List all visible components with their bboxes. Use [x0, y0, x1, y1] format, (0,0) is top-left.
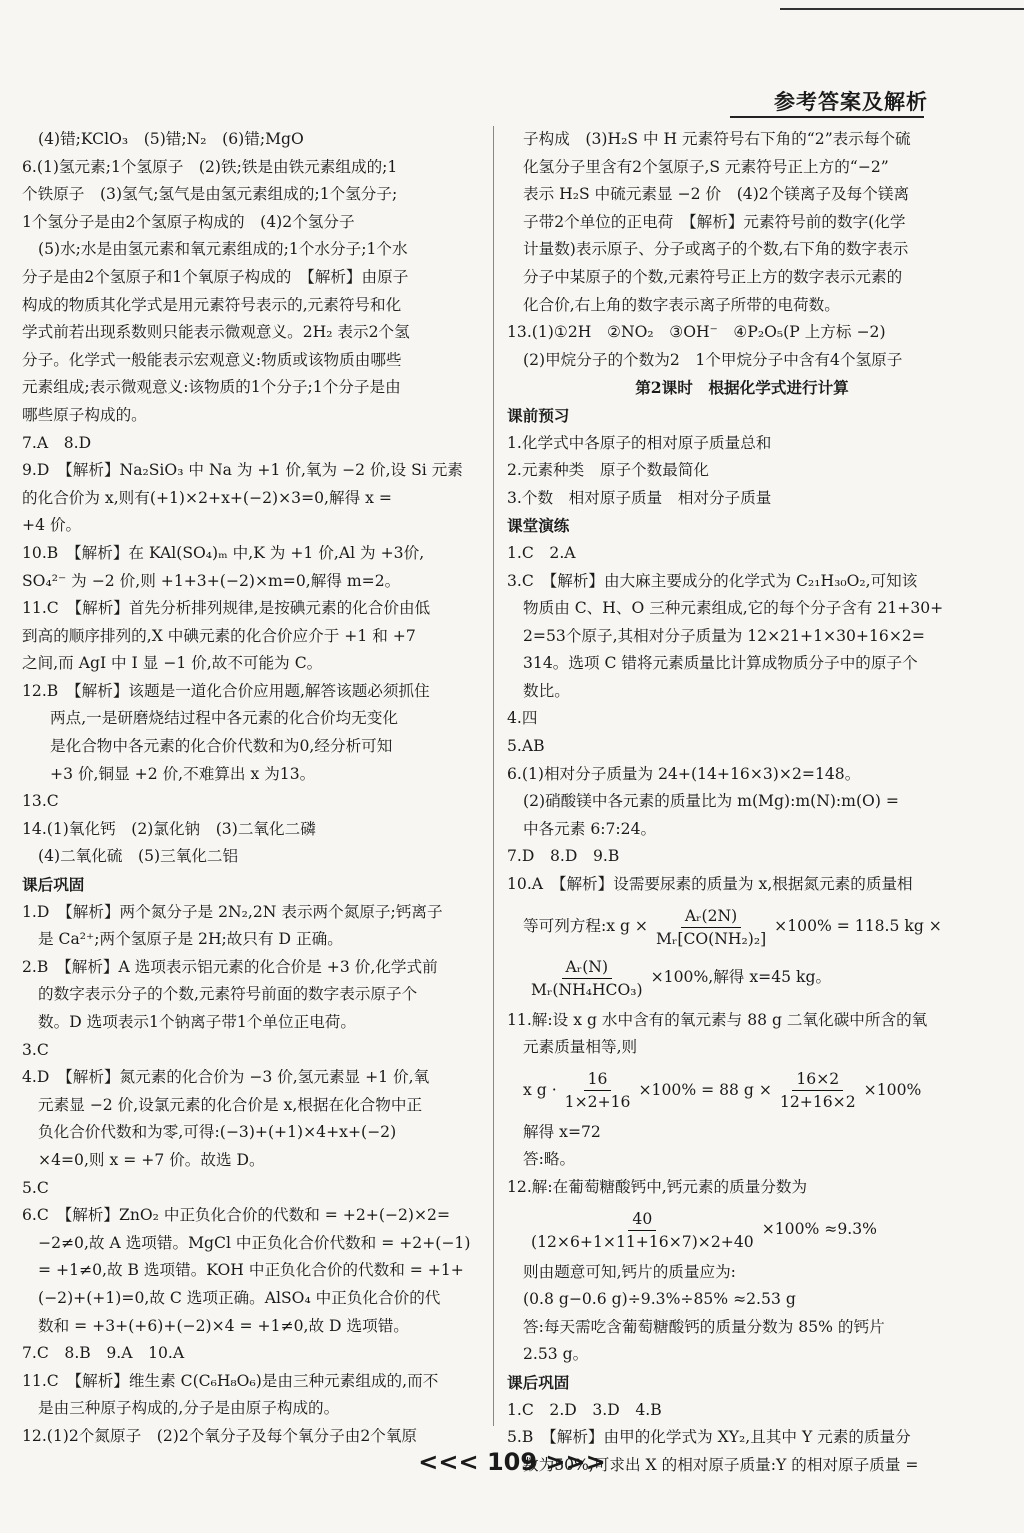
right-text-line: 化合价,右上角的数字表示离子所带的电荷数。 — [523, 295, 840, 314]
section-heading: 课堂演练 — [507, 516, 570, 536]
q10-equation-line2 — [507, 956, 977, 1001]
right-text-line: 1.C 2.A — [507, 543, 576, 562]
left-text-line: 数。D 选项表示1个钠离子带1个单位正电荷。 — [38, 1013, 356, 1031]
q11-frac2-denominator: 12+16×2 — [779, 1092, 856, 1111]
right-text-line: 子构成 (3)H₂S 中 H 元素符号右下角的“2”表示每个硫 — [523, 130, 911, 148]
left-text-line: 负化合价代数和为零,可得:(−3)+(+1)×4+x+(−2) — [38, 1123, 397, 1142]
right-text-line: 1.C 2.D 3.D 4.B — [507, 1400, 662, 1419]
q10-fraction-1 — [652, 905, 770, 950]
left-text-line: 是 Ca²⁺;两个氢原子是 2H;故只有 D 正确。 — [38, 930, 343, 949]
right-text-line: 中各元素 6:7:24。 — [523, 819, 657, 838]
left-text-line: 11.C 【解析】首先分析排列规律,是按碘元素的化合价由低 — [22, 599, 431, 618]
q11-frac1-numerator: 16 — [584, 1068, 612, 1091]
q12-intro: 12.解:在葡萄糖酸钙中,钙元素的质量分数为 — [507, 1178, 808, 1196]
q10-frac1-numerator: Aᵣ(2N) — [681, 905, 741, 928]
q11-frac2-numerator: 16×2 — [792, 1068, 843, 1091]
section-heading: 课后巩固 — [507, 1372, 570, 1392]
right-text-line: 数比。 — [523, 681, 570, 700]
left-text-line: 学式前若出现系数则只能表示微观意义。2H₂ 表示2个氢 — [22, 323, 410, 342]
left-text-line: 9.D 【解析】Na₂SiO₃ 中 Na 为 +1 价,氧为 −2 价,设 Si 元素 — [22, 461, 463, 480]
q10-intro: 10.A 【解析】设需要尿素的质量为 x,根据氮元素的质量相 — [507, 875, 913, 894]
left-text-line: 7.A 8.D — [22, 433, 92, 452]
q12-frac-denominator: (12×6+1×11+16×7)×2+40 — [531, 1232, 754, 1251]
left-text-line: +4 价。 — [22, 516, 82, 535]
left-text-line: = +1≠0,故 B 选项错。KOH 中正负化合价的代数和 = +1+ — [38, 1261, 464, 1280]
q12-eq-result: ×100% ≈9.3% — [761, 1220, 877, 1239]
left-text-line: 元素显 −2 价,设氯元素的化合价是 x,根据在化合物中正 — [38, 1095, 423, 1114]
right-text-line: 计量数)表示原子、分子或离子的个数,右下角的数字表示 — [523, 240, 909, 259]
left-text-line: 12.(1)2个氮原子 (2)2个氧分子及每个氧分子由2个氧原 — [22, 1426, 418, 1445]
right-text-line: 物质由 C、H、O 三种元素组成,它的每个分子含有 21+30+ — [523, 599, 944, 618]
left-text-line: (−2)+(+1)=0,故 C 选项正确。AlSO₄ 中正负化合价的代 — [38, 1288, 441, 1307]
left-text-line: 1.D 【解析】两个氮分子是 2N₂,2N 表示两个氮原子;钙离子 — [22, 902, 443, 921]
left-text-line: 3.C — [22, 1040, 49, 1059]
q12-line-2: 则由题意可知,钙片的质量应为: — [523, 1262, 736, 1281]
q10-eq-mid: ×100% = 118.5 kg × — [774, 917, 942, 936]
left-text-line: 5.C — [22, 1178, 49, 1197]
right-text-line: 3.个数 相对原子质量 相对分子质量 — [507, 488, 772, 507]
q12-line-3: (0.8 g−0.6 g)÷9.3%÷85% ≈2.53 g — [523, 1290, 796, 1309]
left-text-line: 元素组成;表示微观意义:该物质的1个分子;1个分子是由 — [22, 378, 401, 397]
left-text-line: −2≠0,故 A 选项错。MgCl 中正负化合价代数和 = +2+(−1) — [38, 1233, 471, 1252]
right-text-line: (2)甲烷分子的个数为2 1个甲烷分子中含有4个氢原子 — [523, 350, 903, 369]
q12-equation — [507, 1208, 977, 1253]
right-text-line: 3.C 【解析】由大麻主要成分的化学式为 C₂₁H₃₀O₂,可知该 — [507, 571, 918, 590]
right-text-line: 化氢分子里含有2个氢原子,S 元素符号正上方的“−2” — [523, 157, 889, 176]
q11-equation — [507, 1068, 977, 1113]
left-text-line: 之间,而 AgI 中 I 显 −1 价,故不可能为 C。 — [22, 654, 323, 673]
q12-fraction — [527, 1208, 758, 1253]
right-column — [507, 126, 977, 1479]
right-text-line: 分子中某原子的个数,元素符号正上方的数字表示元素的 — [523, 267, 903, 286]
header-top-rule — [780, 0, 1024, 10]
question-12-block — [507, 1174, 977, 1369]
q11-eq-mid: ×100% = 88 g × — [638, 1080, 772, 1099]
column-divider — [493, 126, 494, 1426]
left-text-line: 数和 = +3+(+6)+(−2)×4 = +1≠0,故 D 选项错。 — [38, 1316, 409, 1335]
section-heading: 课前预习 — [507, 405, 570, 425]
left-text-line: 6.C 【解析】ZnO₂ 中正负化合价的代数和 = +2+(−2)×2= — [22, 1206, 451, 1225]
section-heading: 课后巩固 — [22, 875, 85, 895]
left-text-line: 12.B 【解析】该题是一道化合价应用题,解答该题必须抓住 — [22, 681, 430, 700]
q11-eq-suffix: ×100% — [863, 1080, 922, 1099]
right-text-line: 5.AB — [507, 737, 545, 756]
left-text-line: 7.C 8.B 9.A 10.A — [22, 1344, 185, 1363]
left-text-line: 2.B 【解析】A 选项表示铝元素的化合价是 +3 价,化学式前 — [22, 957, 438, 976]
left-text-line: 分子。化学式一般能表示宏观意义:物质或该物质由哪些 — [22, 350, 402, 369]
left-text-line: 11.C 【解析】维生素 C(C₆H₈O₆)是由三种元素组成的,而不 — [22, 1371, 439, 1390]
left-text-line: 6.(1)氢元素;1个氢原子 (2)铁;铁是由铁元素组成的;1 — [22, 157, 398, 176]
right-text-line: 1.化学式中各原子的相对原子质量总和 — [507, 433, 772, 452]
left-text-line: SO₄²⁻ 为 −2 价,则 +1+3+(−2)×m=0,解得 m=2。 — [22, 571, 401, 590]
right-text-line: (2)硝酸镁中各元素的质量比为 m(Mg):m(N):m(O) = — [523, 792, 899, 811]
page-number: <<< 109 >>> — [418, 1448, 606, 1476]
q11-intro-1: 11.解:设 x g 水中含有的氧元素与 88 g 二氧化碳中所含的氧 — [507, 1010, 928, 1029]
left-text-line: 分子是由2个氢原子和1个氧原子构成的 【解析】由原子 — [22, 267, 409, 286]
q11-eq-prefix: x g · — [523, 1080, 557, 1099]
q10-eq-result: ×100%,解得 x=45 kg。 — [650, 968, 832, 987]
left-text-line: (4)错;KClO₃ (5)错;N₂ (6)错;MgO — [38, 130, 304, 148]
right-text-line: 13.(1)①2H ②NO₂ ③OH⁻ ④P₂O₅(P 上方标 −2) — [507, 323, 886, 342]
left-text-line: 两点,一是研磨烧结过程中各元素的化合价均无变化 — [50, 709, 399, 728]
right-column-top — [507, 126, 977, 871]
left-text-line: 到高的顺序排列的,X 中碘元素的化合价应介于 +1 和 +7 — [22, 626, 416, 645]
q11-fraction-2 — [776, 1068, 860, 1113]
right-text-line: 子带2个单位的正电荷 【解析】元素符号前的数字(化学 — [523, 212, 906, 231]
q11-answer: 答:略。 — [523, 1150, 576, 1169]
q10-fraction-2 — [527, 956, 647, 1001]
left-text-line: (5)水;水是由氢元素和氧元素组成的;1个水分子;1个水 — [38, 240, 408, 259]
q12-line-5: 2.53 g。 — [523, 1345, 589, 1364]
right-text-line: 表示 H₂S 中硫元素显 −2 价 (4)2个镁离子及每个镁离 — [523, 185, 910, 204]
left-text-line: 个铁原子 (3)氢气;氢气是由氢元素组成的;1个氢分子; — [22, 185, 398, 204]
q10-eq-prefix: 等可列方程:x g × — [523, 917, 648, 936]
q12-line-4: 答:每天需吃含葡萄糖酸钙的质量分数为 85% 的钙片 — [523, 1317, 885, 1336]
right-text-line: 数为50%,可求出 X 的相对原子质量:Y 的相对原子质量 = — [523, 1455, 919, 1474]
q10-frac2-denominator: Mᵣ(NH₄HCO₃) — [531, 980, 643, 999]
question-11-block — [507, 1007, 977, 1174]
left-text-line: 是化合物中各元素的化合价代数和为0,经分析可知 — [50, 737, 393, 756]
left-text-line: 10.B 【解析】在 KAl(SO₄)ₘ 中,K 为 +1 价,Al 为 +3价, — [22, 543, 425, 562]
left-text-line: 14.(1)氧化钙 (2)氯化钠 (3)二氧化二磷 — [22, 819, 316, 838]
left-text-line: 1个氢分子是由2个氢原子构成的 (4)2个氢分子 — [22, 212, 355, 231]
question-10-block — [507, 871, 977, 1001]
q10-equation-line1 — [507, 905, 977, 950]
right-text-line: 5.B 【解析】由甲的化学式为 XY₂,且其中 Y 元素的质量分 — [507, 1428, 911, 1447]
right-text-line: 6.(1)相对分子质量为 24+(14+16×3)×2=148。 — [507, 764, 861, 783]
page-header-title: 参考答案及解析 — [774, 89, 928, 114]
left-text-line: ×4=0,则 x = +7 价。故选 D。 — [38, 1150, 265, 1169]
q12-frac-numerator: 40 — [628, 1208, 656, 1231]
left-text-line: 的数字表示分子的个数,元素符号前面的数字表示原子个 — [38, 985, 418, 1004]
left-text-line: 13.C — [22, 792, 59, 811]
q10-frac1-denominator: Mᵣ[CO(NH₂)₂] — [655, 929, 767, 948]
right-text-line: 314。选项 C 错将元素质量比计算成物质分子中的原子个 — [523, 654, 918, 673]
right-text-line: 7.D 8.D 9.B — [507, 847, 620, 866]
q11-fraction-1 — [561, 1068, 635, 1113]
q10-frac2-numerator: Aᵣ(N) — [562, 956, 613, 979]
right-text-line: 2=53个原子,其相对分子质量为 12×21+1×30+16×2= — [523, 626, 925, 645]
left-text-line: 构成的物质其化学式是用元素符号表示的,元素符号和化 — [22, 295, 402, 314]
left-text-line: 4.D 【解析】氮元素的化合价为 −3 价,氢元素显 +1 价,氧 — [22, 1068, 430, 1087]
left-text-line: +3 价,铜显 +2 价,不难算出 x 为13。 — [50, 764, 316, 783]
lesson-title: 第2课时 根据化学式进行计算 — [635, 378, 849, 398]
q11-frac1-denominator: 1×2+16 — [564, 1092, 631, 1111]
left-text-line: 是由三种原子构成的,分子是由原子构成的。 — [38, 1399, 340, 1418]
q11-solve: 解得 x=72 — [523, 1122, 601, 1141]
left-text-line: (4)二氧化硫 (5)三氧化二铝 — [38, 847, 239, 866]
left-text-line: 哪些原子构成的。 — [22, 405, 147, 424]
right-text-line: 2.元素种类 原子个数最简化 — [507, 461, 710, 480]
header-underline — [730, 116, 924, 118]
right-text-line: 4.四 — [507, 709, 538, 728]
left-column — [22, 126, 482, 1451]
q11-intro-2: 元素质量相等,则 — [523, 1038, 638, 1057]
left-text-line: 的化合价为 x,则有(+1)×2+x+(−2)×3=0,解得 x = — [22, 488, 392, 507]
